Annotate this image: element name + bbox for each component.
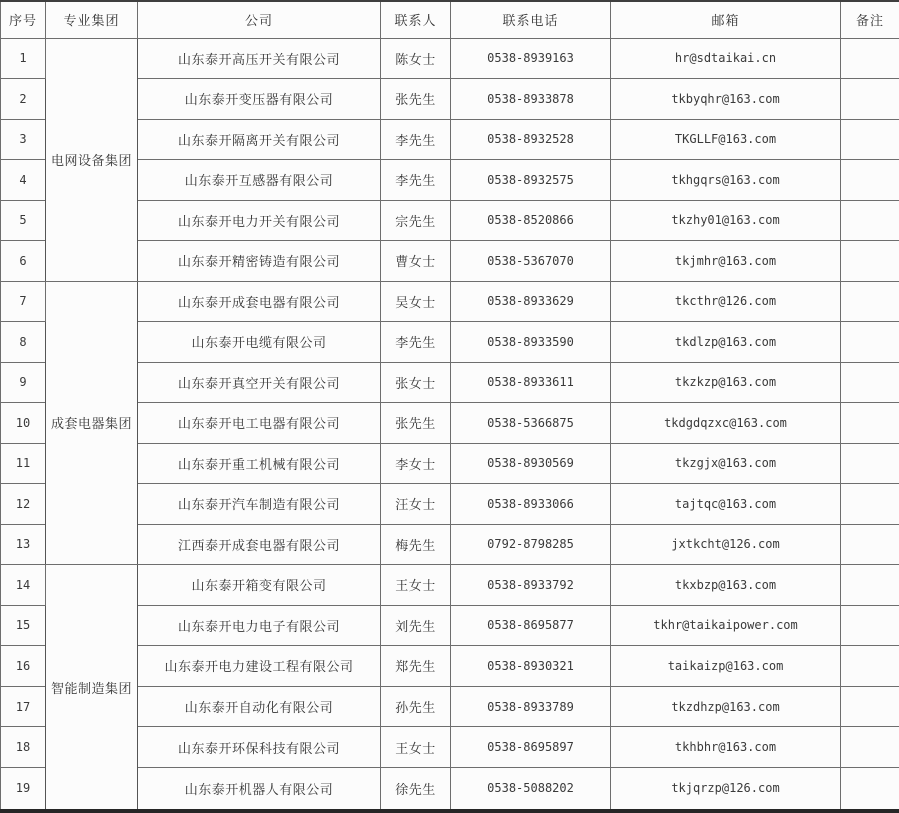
- contact-cell: 王女士: [381, 727, 451, 768]
- contact-cell: 李先生: [381, 160, 451, 201]
- row-number-cell: 2: [1, 79, 46, 120]
- note-cell: [841, 362, 899, 403]
- contact-cell: 吴女士: [381, 281, 451, 322]
- header-cell-email: 邮箱: [611, 1, 841, 38]
- phone-cell: 0538-8933590: [451, 322, 611, 363]
- company-cell: 江西泰开成套电器有限公司: [138, 524, 381, 565]
- row-number-cell: 3: [1, 119, 46, 160]
- company-cell: 山东泰开自动化有限公司: [138, 686, 381, 727]
- row-number-cell: 19: [1, 767, 46, 811]
- note-cell: [841, 443, 899, 484]
- row-number-cell: 13: [1, 524, 46, 565]
- note-cell: [841, 38, 899, 79]
- contact-cell: 汪女士: [381, 484, 451, 525]
- phone-cell: 0538-8930321: [451, 646, 611, 687]
- company-cell: 山东泰开精密铸造有限公司: [138, 241, 381, 282]
- phone-cell: 0538-8933611: [451, 362, 611, 403]
- company-cell: 山东泰开电力开关有限公司: [138, 200, 381, 241]
- email-cell: tkjqrzp@126.com: [611, 767, 841, 811]
- phone-cell: 0538-8933792: [451, 565, 611, 606]
- note-cell: [841, 767, 899, 811]
- email-cell: jxtkcht@126.com: [611, 524, 841, 565]
- row-number-cell: 9: [1, 362, 46, 403]
- email-cell: TKGLLF@163.com: [611, 119, 841, 160]
- company-cell: 山东泰开电缆有限公司: [138, 322, 381, 363]
- phone-cell: 0538-8933629: [451, 281, 611, 322]
- company-cell: 山东泰开隔离开关有限公司: [138, 119, 381, 160]
- company-cell: 山东泰开箱变有限公司: [138, 565, 381, 606]
- contact-cell: 刘先生: [381, 605, 451, 646]
- phone-cell: 0538-5088202: [451, 767, 611, 811]
- row-number-cell: 4: [1, 160, 46, 201]
- contact-cell: 郑先生: [381, 646, 451, 687]
- phone-cell: 0538-8932528: [451, 119, 611, 160]
- contact-cell: 李先生: [381, 119, 451, 160]
- email-cell: tajtqc@163.com: [611, 484, 841, 525]
- row-number-cell: 14: [1, 565, 46, 606]
- note-cell: [841, 727, 899, 768]
- row-number-cell: 12: [1, 484, 46, 525]
- company-cell: 山东泰开变压器有限公司: [138, 79, 381, 120]
- company-cell: 山东泰开汽车制造有限公司: [138, 484, 381, 525]
- phone-cell: 0538-8695897: [451, 727, 611, 768]
- company-cell: 山东泰开真空开关有限公司: [138, 362, 381, 403]
- email-cell: tkcthr@126.com: [611, 281, 841, 322]
- email-cell: hr@sdtaikai.cn: [611, 38, 841, 79]
- phone-cell: 0792-8798285: [451, 524, 611, 565]
- company-cell: 山东泰开互感器有限公司: [138, 160, 381, 201]
- note-cell: [841, 160, 899, 201]
- header-cell-no: 序号: [1, 1, 46, 38]
- note-cell: [841, 79, 899, 120]
- group-cell: 成套电器集团: [46, 281, 138, 565]
- header-row: [1, 1, 899, 38]
- table-body: [1, 38, 899, 811]
- company-cell: 山东泰开成套电器有限公司: [138, 281, 381, 322]
- phone-cell: 0538-5367070: [451, 241, 611, 282]
- phone-cell: 0538-8933878: [451, 79, 611, 120]
- row-number-cell: 6: [1, 241, 46, 282]
- note-cell: [841, 119, 899, 160]
- row-number-cell: 1: [1, 38, 46, 79]
- email-cell: tkhgqrs@163.com: [611, 160, 841, 201]
- note-cell: [841, 200, 899, 241]
- contact-cell: 李先生: [381, 322, 451, 363]
- company-cell: 山东泰开重工机械有限公司: [138, 443, 381, 484]
- contact-cell: 梅先生: [381, 524, 451, 565]
- email-cell: tkjmhr@163.com: [611, 241, 841, 282]
- contact-cell: 孙先生: [381, 686, 451, 727]
- row-number-cell: 11: [1, 443, 46, 484]
- contact-cell: 张先生: [381, 403, 451, 444]
- email-cell: tkxbzp@163.com: [611, 565, 841, 606]
- table-header: [1, 1, 899, 38]
- row-number-cell: 18: [1, 727, 46, 768]
- company-cell: 山东泰开机器人有限公司: [138, 767, 381, 811]
- header-cell-note: 备注: [841, 1, 899, 38]
- phone-cell: 0538-8930569: [451, 443, 611, 484]
- email-cell: tkdlzp@163.com: [611, 322, 841, 363]
- row-number-cell: 15: [1, 605, 46, 646]
- contact-cell: 徐先生: [381, 767, 451, 811]
- phone-cell: 0538-8939163: [451, 38, 611, 79]
- header-cell-phone: 联系电话: [451, 1, 611, 38]
- row-number-cell: 8: [1, 322, 46, 363]
- email-cell: tkbyqhr@163.com: [611, 79, 841, 120]
- group-cell: 智能制造集团: [46, 565, 138, 811]
- phone-cell: 0538-8520866: [451, 200, 611, 241]
- company-cell: 山东泰开高压开关有限公司: [138, 38, 381, 79]
- row-number-cell: 7: [1, 281, 46, 322]
- note-cell: [841, 403, 899, 444]
- email-cell: tkhbhr@163.com: [611, 727, 841, 768]
- contact-cell: 曹女士: [381, 241, 451, 282]
- email-cell: tkdgdqzxc@163.com: [611, 403, 841, 444]
- table-row: [1, 565, 899, 606]
- phone-cell: 0538-8695877: [451, 605, 611, 646]
- contact-cell: 宗先生: [381, 200, 451, 241]
- phone-cell: 0538-8933066: [451, 484, 611, 525]
- row-number-cell: 17: [1, 686, 46, 727]
- note-cell: [841, 524, 899, 565]
- note-cell: [841, 605, 899, 646]
- contact-cell: 张女士: [381, 362, 451, 403]
- phone-cell: 0538-5366875: [451, 403, 611, 444]
- contact-cell: 张先生: [381, 79, 451, 120]
- email-cell: tkhr@taikaipower.com: [611, 605, 841, 646]
- contact-cell: 王女士: [381, 565, 451, 606]
- note-cell: [841, 322, 899, 363]
- header-cell-company: 公司: [138, 1, 381, 38]
- company-cell: 山东泰开环保科技有限公司: [138, 727, 381, 768]
- row-number-cell: 5: [1, 200, 46, 241]
- header-cell-contact: 联系人: [381, 1, 451, 38]
- table-row: [1, 281, 899, 322]
- note-cell: [841, 281, 899, 322]
- row-number-cell: 16: [1, 646, 46, 687]
- email-cell: taikaizp@163.com: [611, 646, 841, 687]
- note-cell: [841, 484, 899, 525]
- email-cell: tkzkzp@163.com: [611, 362, 841, 403]
- table-row: [1, 38, 899, 79]
- email-cell: tkzgjx@163.com: [611, 443, 841, 484]
- contact-cell: 李女士: [381, 443, 451, 484]
- note-cell: [841, 565, 899, 606]
- company-cell: 山东泰开电工电器有限公司: [138, 403, 381, 444]
- contact-cell: 陈女士: [381, 38, 451, 79]
- company-cell: 山东泰开电力电子有限公司: [138, 605, 381, 646]
- row-number-cell: 10: [1, 403, 46, 444]
- company-cell: 山东泰开电力建设工程有限公司: [138, 646, 381, 687]
- group-cell: 电网设备集团: [46, 38, 138, 281]
- email-cell: tkzhy01@163.com: [611, 200, 841, 241]
- note-cell: [841, 686, 899, 727]
- header-cell-group: 专业集团: [46, 1, 138, 38]
- note-cell: [841, 646, 899, 687]
- note-cell: [841, 241, 899, 282]
- phone-cell: 0538-8933789: [451, 686, 611, 727]
- phone-cell: 0538-8932575: [451, 160, 611, 201]
- email-cell: tkzdhzp@163.com: [611, 686, 841, 727]
